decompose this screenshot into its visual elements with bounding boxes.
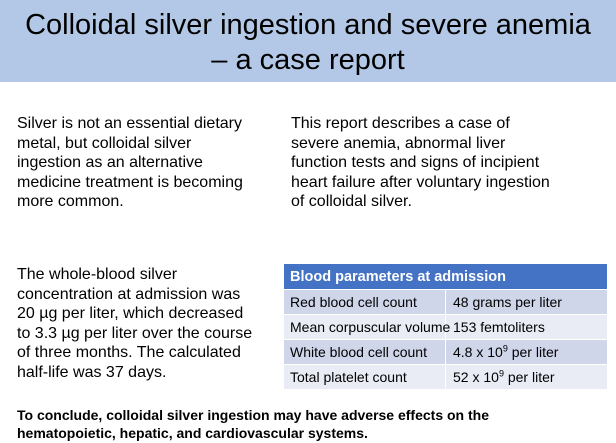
text-line: 20 µg per liter, which decreased [17, 305, 244, 322]
text-line: function tests and signs of incipient [291, 154, 540, 171]
silver-concentration-paragraph [17, 265, 282, 382]
conclusion-text [17, 406, 489, 442]
value-prefix: 4.8 x 10 [453, 344, 503, 360]
title-banner [0, 0, 616, 82]
table-row [284, 365, 607, 390]
text-line: Silver is not an essential dietary [17, 115, 242, 132]
value-suffix: per liter [507, 344, 559, 360]
table-header: Blood parameters at admission [284, 264, 607, 290]
text-line: severe anemia, abnormal liver [291, 134, 506, 152]
table-row [284, 340, 607, 365]
table-row [284, 290, 607, 315]
text-line: ingestion as an alternative [17, 154, 203, 171]
text-line: more common. [17, 193, 124, 210]
text-line: half-life was 37 days. [17, 363, 167, 381]
parameter-cell: Total platelet count [284, 365, 446, 390]
parameter-cell: Mean corpuscular volume [284, 315, 446, 340]
blood-parameters-table [284, 264, 607, 389]
table-row [284, 315, 607, 340]
value-cell [446, 365, 608, 390]
value-cell: 48 grams per liter [446, 290, 608, 315]
text-line: medicine treatment is becoming [17, 173, 243, 191]
text-line: of three months. The calculated [17, 344, 241, 361]
value-cell: 153 femtoliters [446, 315, 608, 340]
text-line: concentration at admission was [17, 285, 241, 303]
text-line: This report describes a case of [291, 115, 510, 132]
text-line: heart failure after voluntary ingestion [291, 173, 550, 191]
value-exponent: 9 [498, 368, 504, 379]
intro-left-paragraph [17, 114, 277, 212]
text-line: to 3.3 µg per liter over the course [17, 324, 253, 342]
text-line: of colloidal silver. [291, 193, 412, 210]
value-exponent: 9 [502, 343, 508, 354]
parameter-cell: Red blood cell count [284, 290, 446, 315]
value-suffix: per liter [503, 369, 555, 385]
text-line: To conclude, colloidal silver ingestion may have adverse effects on the [17, 407, 489, 423]
text-line: The whole-blood silver [17, 266, 178, 283]
text-line: hematopoietic, hepatic, and cardiovascular systems. [17, 425, 368, 441]
text-line: metal, but colloidal silver [17, 134, 192, 152]
page-title-line-2: – a case report [211, 44, 405, 76]
value-cell [446, 340, 608, 365]
table-header-row [284, 264, 607, 290]
intro-right-paragraph [291, 114, 591, 212]
page-title-line-1: Colloidal silver ingestion and severe anemia [25, 9, 591, 41]
parameter-cell: White blood cell count [284, 340, 446, 365]
value-prefix: 52 x 10 [453, 369, 499, 385]
